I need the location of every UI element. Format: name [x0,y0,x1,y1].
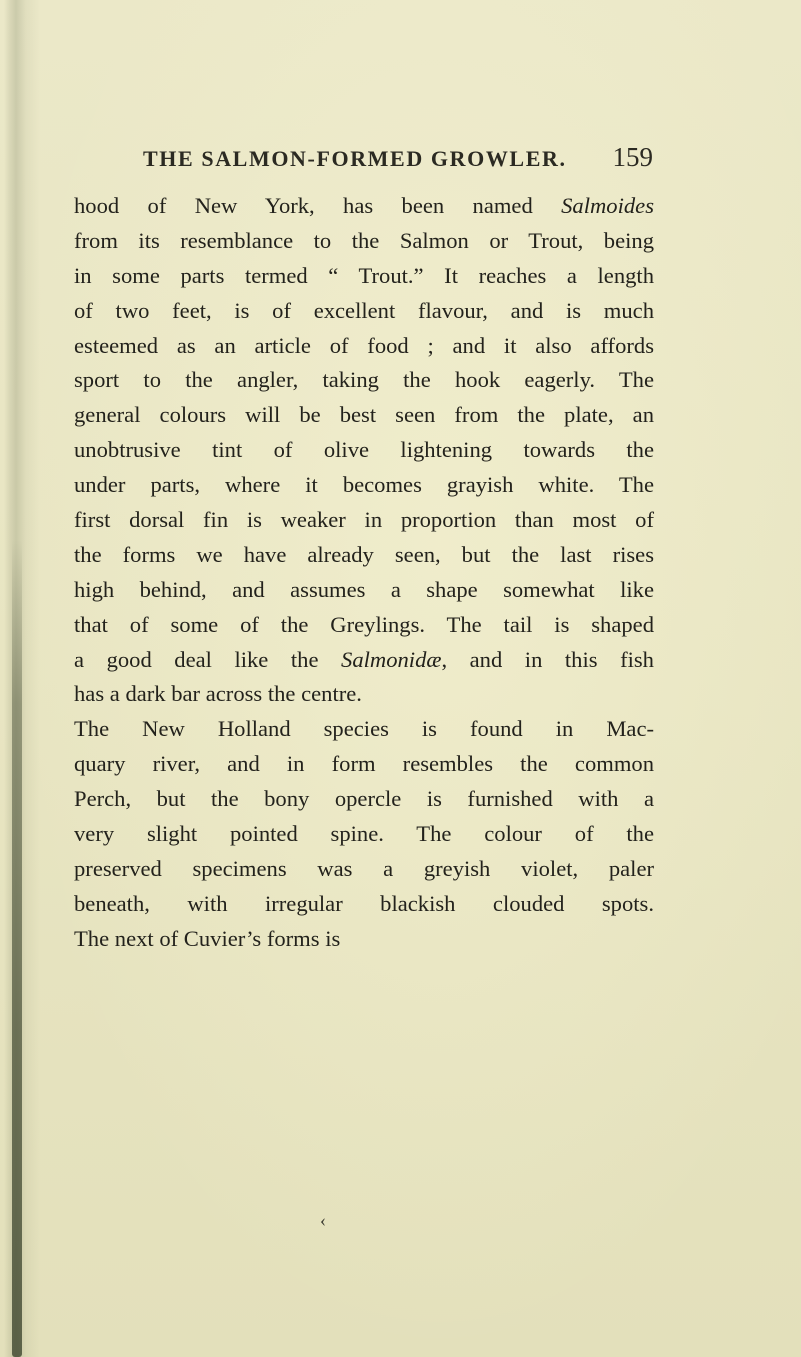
text-line-main: a good deal like the [74,646,342,672]
text-line-main: under parts, where it becomes grayish white. The [74,472,654,498]
text-line-main: hood of New York, has been named [74,193,562,218]
text-line-main: The New Holland species is found in Mac- [74,716,654,742]
text-line [74,259,654,294]
page-number: 159 [612,142,653,172]
text-line [74,433,654,468]
text-line [74,712,654,747]
text-line [74,538,654,573]
text-line-after: , and in this fish [441,646,654,672]
text-line [74,573,654,608]
text-line [74,468,654,503]
binding-edge [12,540,22,1357]
text-line-main: the forms we have already seen, but the last rises [74,541,654,567]
text-line [74,677,654,712]
text-line [74,643,654,678]
text-line-main: esteemed as an article of food ; and it also affords [74,332,654,358]
text-line-main: general colours will be best seen from the plate, an [74,402,654,428]
text-line [74,747,654,782]
body-text [74,189,654,957]
text-line-main: from its resemblance to the Salmon or Trout, being [74,227,654,253]
text-line [74,782,654,817]
text-line [74,363,654,398]
text-line [74,922,654,957]
text-line [74,294,654,329]
text-line-main: sport to the angler, taking the hook eagerly. The [74,367,654,393]
text-line-main: very slight pointed spine. The colour of the [74,821,654,847]
text-line-main: in some parts termed “ Trout.” It reaches a length [74,262,654,288]
text-line [74,224,654,259]
text-line-main: has a dark bar across the centre. [74,681,362,707]
text-line-italic: Salmonidæ [341,646,442,672]
text-line [74,398,654,433]
text-line-main: unobtrusive tint of olive lightening towards the [74,437,654,463]
text-line-italic: Salmoides [561,193,654,218]
text-line-main: that of some of the Greylings. The tail is shaped [74,611,654,637]
text-line-main: Perch, but the bony opercle is furnished with a [74,786,654,812]
text-line-main: preserved specimens was a greyish violet, paler [74,855,654,881]
text-line-main: The next of Cuvier’s forms is [74,925,341,951]
running-head [143,142,653,176]
text-line-main: first dorsal fin is weaker in proportion than most of [74,507,654,533]
running-head-title: THE SALMON-FORMED GROWLER. [143,146,567,171]
text-line [74,887,654,922]
text-line [74,852,654,887]
text-line-main: quary river, and in form resembles the common [74,751,654,777]
text-line-main: of two feet, is of excellent flavour, and is much [74,297,654,323]
stray-mark: ‹ [320,1210,326,1230]
text-line [74,503,654,538]
text-line-main: high behind, and assumes a shape somewhat like [74,576,654,602]
text-line [74,329,654,364]
text-line-main: beneath, with irregular blackish clouded spots. [74,890,654,916]
text-line [74,189,654,224]
text-line [74,817,654,852]
text-line [74,608,654,643]
